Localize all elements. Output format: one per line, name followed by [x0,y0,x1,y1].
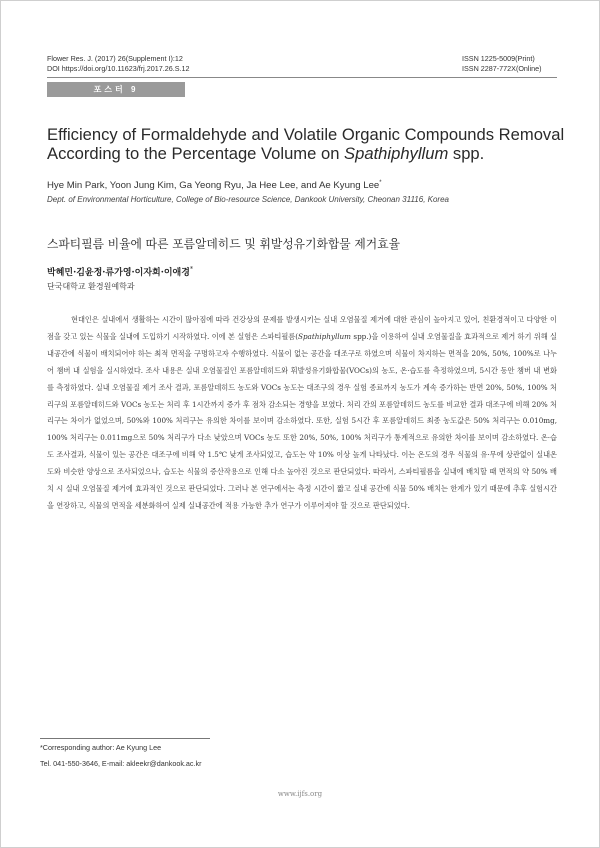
abstract-body [47,312,557,515]
english-title [47,125,567,163]
abstract-part1: 현대인은 실내에서 생활하는 시간이 많아짐에 따라 건강상의 문제를 발생시키는 실내 오염물질 제거에 대한 관심이 높아지고 있어, 친환경적이고 다양한 이점을 갖고 있는 식물을 실내에 도입하기 시작하였다. 이에 본 실험은 스파티필름( [47,315,557,341]
korean-corresponding-mark: * [189,266,193,273]
contact-info: Tel. 041-550-3646, E-mail: akleekr@dankook.ac.kr [40,759,202,768]
issn-block [462,54,542,74]
english-title-part1: Efficiency of Formaldehyde and Volatile Organic Compounds Removal According to the Percentage Volume on [47,125,565,163]
issn-print: ISSN 1225-5009(Print) [462,54,535,63]
abstract-part2: spp.)을 이용하여 실내 오염물질을 효과적으로 제거 하기 위해 실내공간에 식물이 배치되어야 하는 최적 면적을 구명하고자 수행하였다. 식물이 없는 공간을 대조구로 하였으며 식물이 차지하는 면적을 20%, 50%, 100%로 나누어 챔버 내 실험을 실시하였다. 조사 내용은 실내 오염물질인 포름알데히드와 휘발성유기화합물(VOCs)의 농도, 온·습도를 측정하였으며, 5시간 동안 챔버 내 변화를 측정하였다. 실내 오염물질 제거 조사 결과, 포름알데히드 농도와 VOCs 농도는 대조구의 경우 실험 종료까지 농도가 계속 증가하는 반면 20%, 50%, 100% 처리구의 포름알데히드와 VOCs 농도는 처리 후 1시간까지 증가 후 점차 감소되는 경향을 보였다. 처리 간의 포름알데히드 농도를 비교한 결과 대조구에 비해 20% 처리구는 차이가 없었으며, 50%와 100% 처리구는 유의한 차이를 보이며 감소하였다. 또한, 실험 5시간 후 포름알데히드 최종 농도값은 50% 처리구는 0.010mg, 100% 처리구는 0.011mg으로 50% 처리구가 다소 낮았으며 VOCs 농도 또한 20%, 50%, 100% 처리구가 통계적으로 유의한 차이를 보이며 감소하였다. 온·습도 조사결과, 식물이 있는 공간은 대조구에 비해 약 1.5℃ 낮게 조사되었고, 습도는 약 10% 이상 높게 나타났다. 이는 온도의 경우 식물의 유·무에 상관없이 실내온도와 비슷한 양상으로 조사되었으나, 습도는 식물의 증산작용으로 인해 다소 높아진 것으로 판단되었다. 따라서, 스파티필름을 실내에 배치할 때 면적의 약 50% 배치 시 실내 오염물질 제거에 효과적인 것으로 판단되었다. 그러나 본 연구에서는 측정 시간이 짧고 실내 공간에 식물 50% 배치는 한계가 있기 때문에 추후 실험시간을 연장하고, 식물의 면적을 세분화하여 실제 실내공간에 적용 가능한 추가 연구가 이루어져야 할 것으로 판단되었다. [47,331,557,510]
issn-online: ISSN 2287-772X(Online) [462,64,542,73]
doi-line[interactable]: DOI https://doi.org/10.11623/frj.2017.26.S.12 [47,64,190,73]
korean-authors-list: 박혜민·김윤정·류가영·이자희·이애경 [47,268,190,278]
corresponding-mark: * [379,180,382,186]
english-authors [47,180,382,191]
korean-title: 스파티필름 비율에 따른 포름알데히드 및 휘발성유기화합물 제거효율 [47,237,400,251]
english-title-species: Spathiphyllum [344,144,449,163]
poster-badge: 포스터 9 [47,82,185,97]
english-authors-list: Hye Min Park, Yoon Jung Kim, Ga Yeong Ryu, Ja Hee Lee, and Ae Kyung Lee [47,180,380,192]
journal-citation [47,54,190,74]
footer-url[interactable]: www.ijfs.org [277,790,323,798]
korean-authors [47,265,193,278]
english-affiliation: Dept. of Environmental Horticulture, College of Bio-resource Science, Dankook University, Cheonan 31116, Korea [47,195,449,204]
header-divider [47,77,557,78]
footnote-divider [40,738,210,739]
corresponding-author-note: *Corresponding author: Ae Kyung Lee [40,743,162,752]
english-title-part2: spp. [448,144,485,163]
abstract-species: Spathiphyllum [298,331,351,341]
korean-affiliation: 단국대학교 환경원예학과 [47,282,135,291]
journal-line: Flower Res. J. (2017) 26(Supplement I):12 [47,54,183,63]
